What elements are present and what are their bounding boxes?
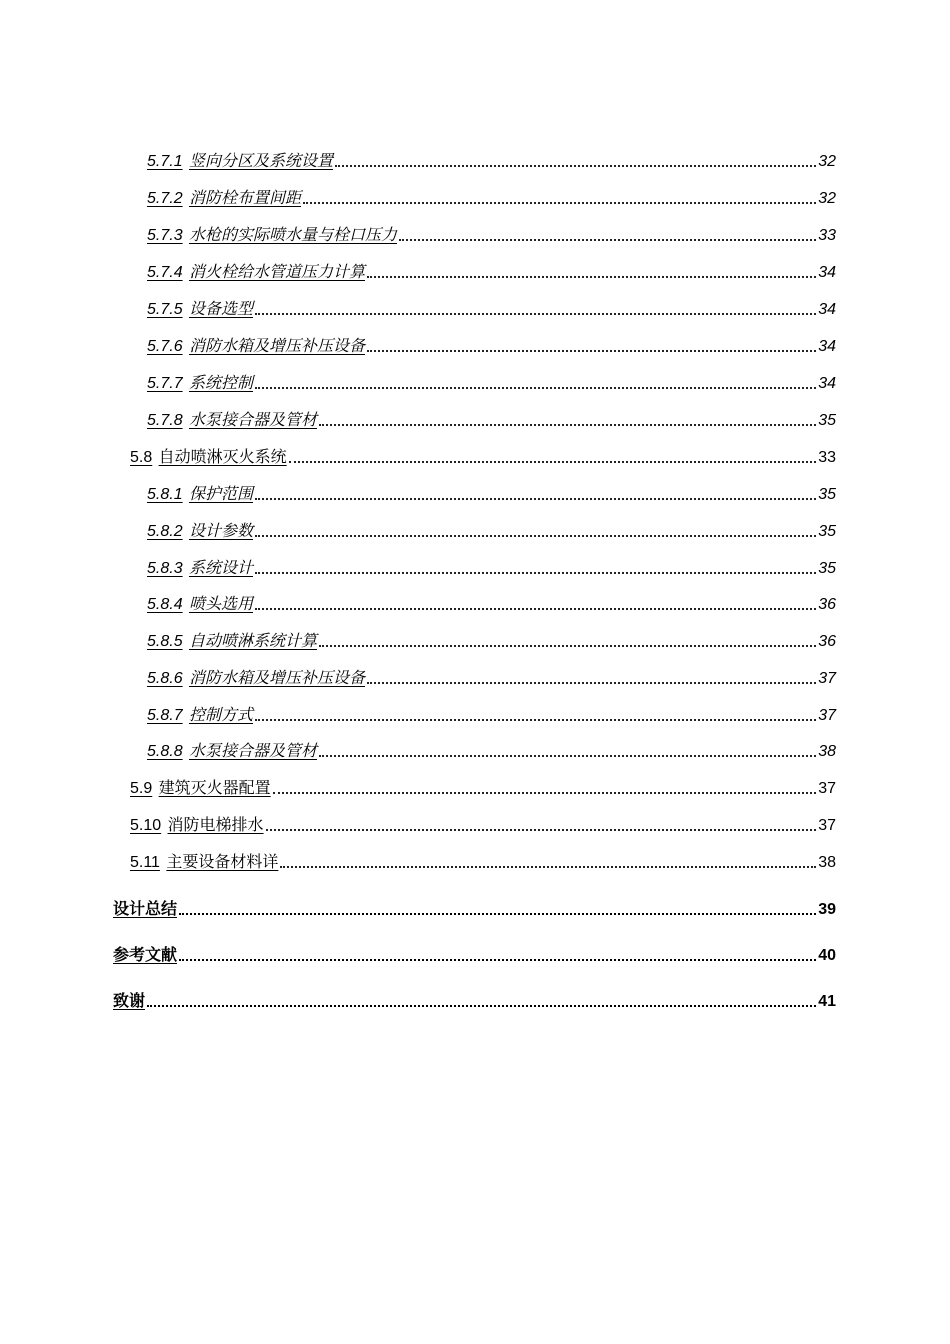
toc-entry-title[interactable]: 5.8.3 系统设计 — [147, 560, 253, 577]
toc-page-number: 38 — [818, 854, 836, 871]
toc-entry-title[interactable]: 5.7.7 系统控制 — [147, 375, 253, 392]
toc-page-number: 33 — [818, 227, 836, 244]
toc-entry-5-7-1[interactable] — [147, 148, 836, 172]
toc-entry-title[interactable]: 5.7.6 消防水箱及增压补压设备 — [147, 338, 365, 355]
toc-page-number: 35 — [818, 412, 836, 429]
toc-entry-5-8[interactable] — [130, 444, 836, 468]
dot-leader — [179, 959, 816, 961]
toc-page-number: 33 — [818, 449, 836, 466]
toc-entry-5-8-3[interactable] — [147, 555, 836, 579]
toc-entry-5-7-2[interactable] — [147, 185, 836, 209]
toc-entry-5-7-4[interactable] — [147, 259, 836, 283]
toc-page-number: 32 — [818, 190, 836, 207]
toc-page-number: 37 — [818, 780, 836, 797]
toc-entry-references[interactable] — [113, 942, 836, 966]
toc-entry-title[interactable]: 致谢 — [113, 993, 146, 1010]
toc-page-number: 36 — [818, 596, 836, 613]
dot-leader — [367, 350, 816, 352]
dot-leader — [255, 572, 816, 574]
toc-page-number: 38 — [818, 743, 836, 760]
toc-entry-title[interactable]: 5.8.7 控制方式 — [147, 707, 253, 724]
dot-leader — [367, 682, 816, 684]
dot-leader — [319, 424, 816, 426]
toc-entry-5-8-2[interactable] — [147, 518, 836, 542]
toc-entry-title[interactable]: 5.8.2 设计参数 — [147, 523, 253, 540]
toc-entry-title[interactable]: 5.8.1 保护范围 — [147, 486, 253, 503]
toc-entry-5-8-6[interactable] — [147, 665, 836, 689]
dot-leader — [255, 387, 816, 389]
toc-page-number: 37 — [818, 670, 836, 687]
toc-entry-title[interactable]: 5.7.2 消防栓布置间距 — [147, 190, 301, 207]
toc-entry-title[interactable]: 5.8.5 自动喷淋系统计算 — [147, 633, 317, 650]
toc-entry-acknowledgements[interactable] — [113, 988, 836, 1012]
toc-entry-5-8-7[interactable] — [147, 702, 836, 726]
toc-entry-5-8-8[interactable] — [147, 738, 836, 762]
toc-entry-title[interactable]: 5.9 建筑灭火器配置 — [130, 780, 271, 797]
dot-leader — [367, 276, 816, 278]
dot-leader — [303, 202, 816, 204]
toc-entry-5-9[interactable] — [130, 775, 836, 799]
toc-entry-5-7-8[interactable] — [147, 407, 836, 431]
dot-leader — [399, 239, 816, 241]
toc-entry-design-summary[interactable] — [113, 896, 836, 920]
toc-page-number: 34 — [818, 338, 836, 355]
dot-leader — [319, 645, 816, 647]
toc-page-number: 37 — [818, 707, 836, 724]
toc-page-number: 41 — [818, 993, 836, 1010]
toc-entry-title[interactable]: 5.7.1 竖向分区及系统设置 — [147, 153, 333, 170]
toc-entry-5-8-4[interactable] — [147, 591, 836, 615]
toc-page-number: 40 — [818, 947, 836, 964]
toc-page-number: 32 — [818, 153, 836, 170]
toc-entry-title[interactable]: 5.11 主要设备材料详 — [130, 854, 279, 871]
dot-leader — [147, 1005, 816, 1007]
toc-entry-title[interactable]: 5.7.3 水枪的实际喷水量与栓口压力 — [147, 227, 397, 244]
toc-page-number: 36 — [818, 633, 836, 650]
toc-page-number: 34 — [818, 375, 836, 392]
toc-entry-title[interactable]: 5.8.6 消防水箱及增压补压设备 — [147, 670, 365, 687]
toc-page-number: 35 — [818, 486, 836, 503]
toc-entry-title[interactable]: 5.8 自动喷淋灭火系统 — [130, 449, 287, 466]
toc-page-number: 34 — [818, 301, 836, 318]
toc-entry-5-7-6[interactable] — [147, 333, 836, 357]
toc-entry-title[interactable]: 设计总结 — [113, 901, 178, 918]
toc-entry-5-11[interactable] — [130, 849, 836, 873]
toc-entry-title[interactable]: 5.8.8 水泵接合器及管材 — [147, 743, 317, 760]
toc-entry-title[interactable]: 5.7.5 设备选型 — [147, 301, 253, 318]
toc-entry-5-10[interactable] — [130, 812, 836, 836]
toc-entry-5-7-5[interactable] — [147, 296, 836, 320]
dot-leader — [179, 913, 816, 915]
dot-leader — [255, 719, 816, 721]
dot-leader — [273, 792, 817, 794]
toc-entry-title[interactable]: 5.7.8 水泵接合器及管材 — [147, 412, 317, 429]
dot-leader — [266, 829, 817, 831]
toc-entry-title[interactable]: 参考文献 — [113, 947, 178, 964]
dot-leader — [255, 535, 816, 537]
toc-entry-title[interactable]: 5.7.4 消火栓给水管道压力计算 — [147, 264, 365, 281]
toc-entry-5-8-1[interactable] — [147, 481, 836, 505]
toc-entry-title[interactable]: 5.8.4 喷头选用 — [147, 596, 253, 613]
dot-leader — [255, 498, 816, 500]
toc-entry-5-7-3[interactable] — [147, 222, 836, 246]
toc-page-number: 34 — [818, 264, 836, 281]
dot-leader — [335, 165, 816, 167]
toc-page-number: 35 — [818, 523, 836, 540]
toc-page-number: 39 — [818, 901, 836, 918]
toc-entry-title[interactable]: 5.10 消防电梯排水 — [130, 817, 264, 834]
toc-entry-5-7-7[interactable] — [147, 370, 836, 394]
dot-leader — [319, 755, 816, 757]
toc-entry-5-8-5[interactable] — [147, 628, 836, 652]
dot-leader — [255, 313, 816, 315]
dot-leader — [289, 461, 817, 463]
toc-page-number: 35 — [818, 560, 836, 577]
dot-leader — [255, 608, 816, 610]
dot-leader — [280, 866, 816, 868]
toc-page-number: 37 — [818, 817, 836, 834]
